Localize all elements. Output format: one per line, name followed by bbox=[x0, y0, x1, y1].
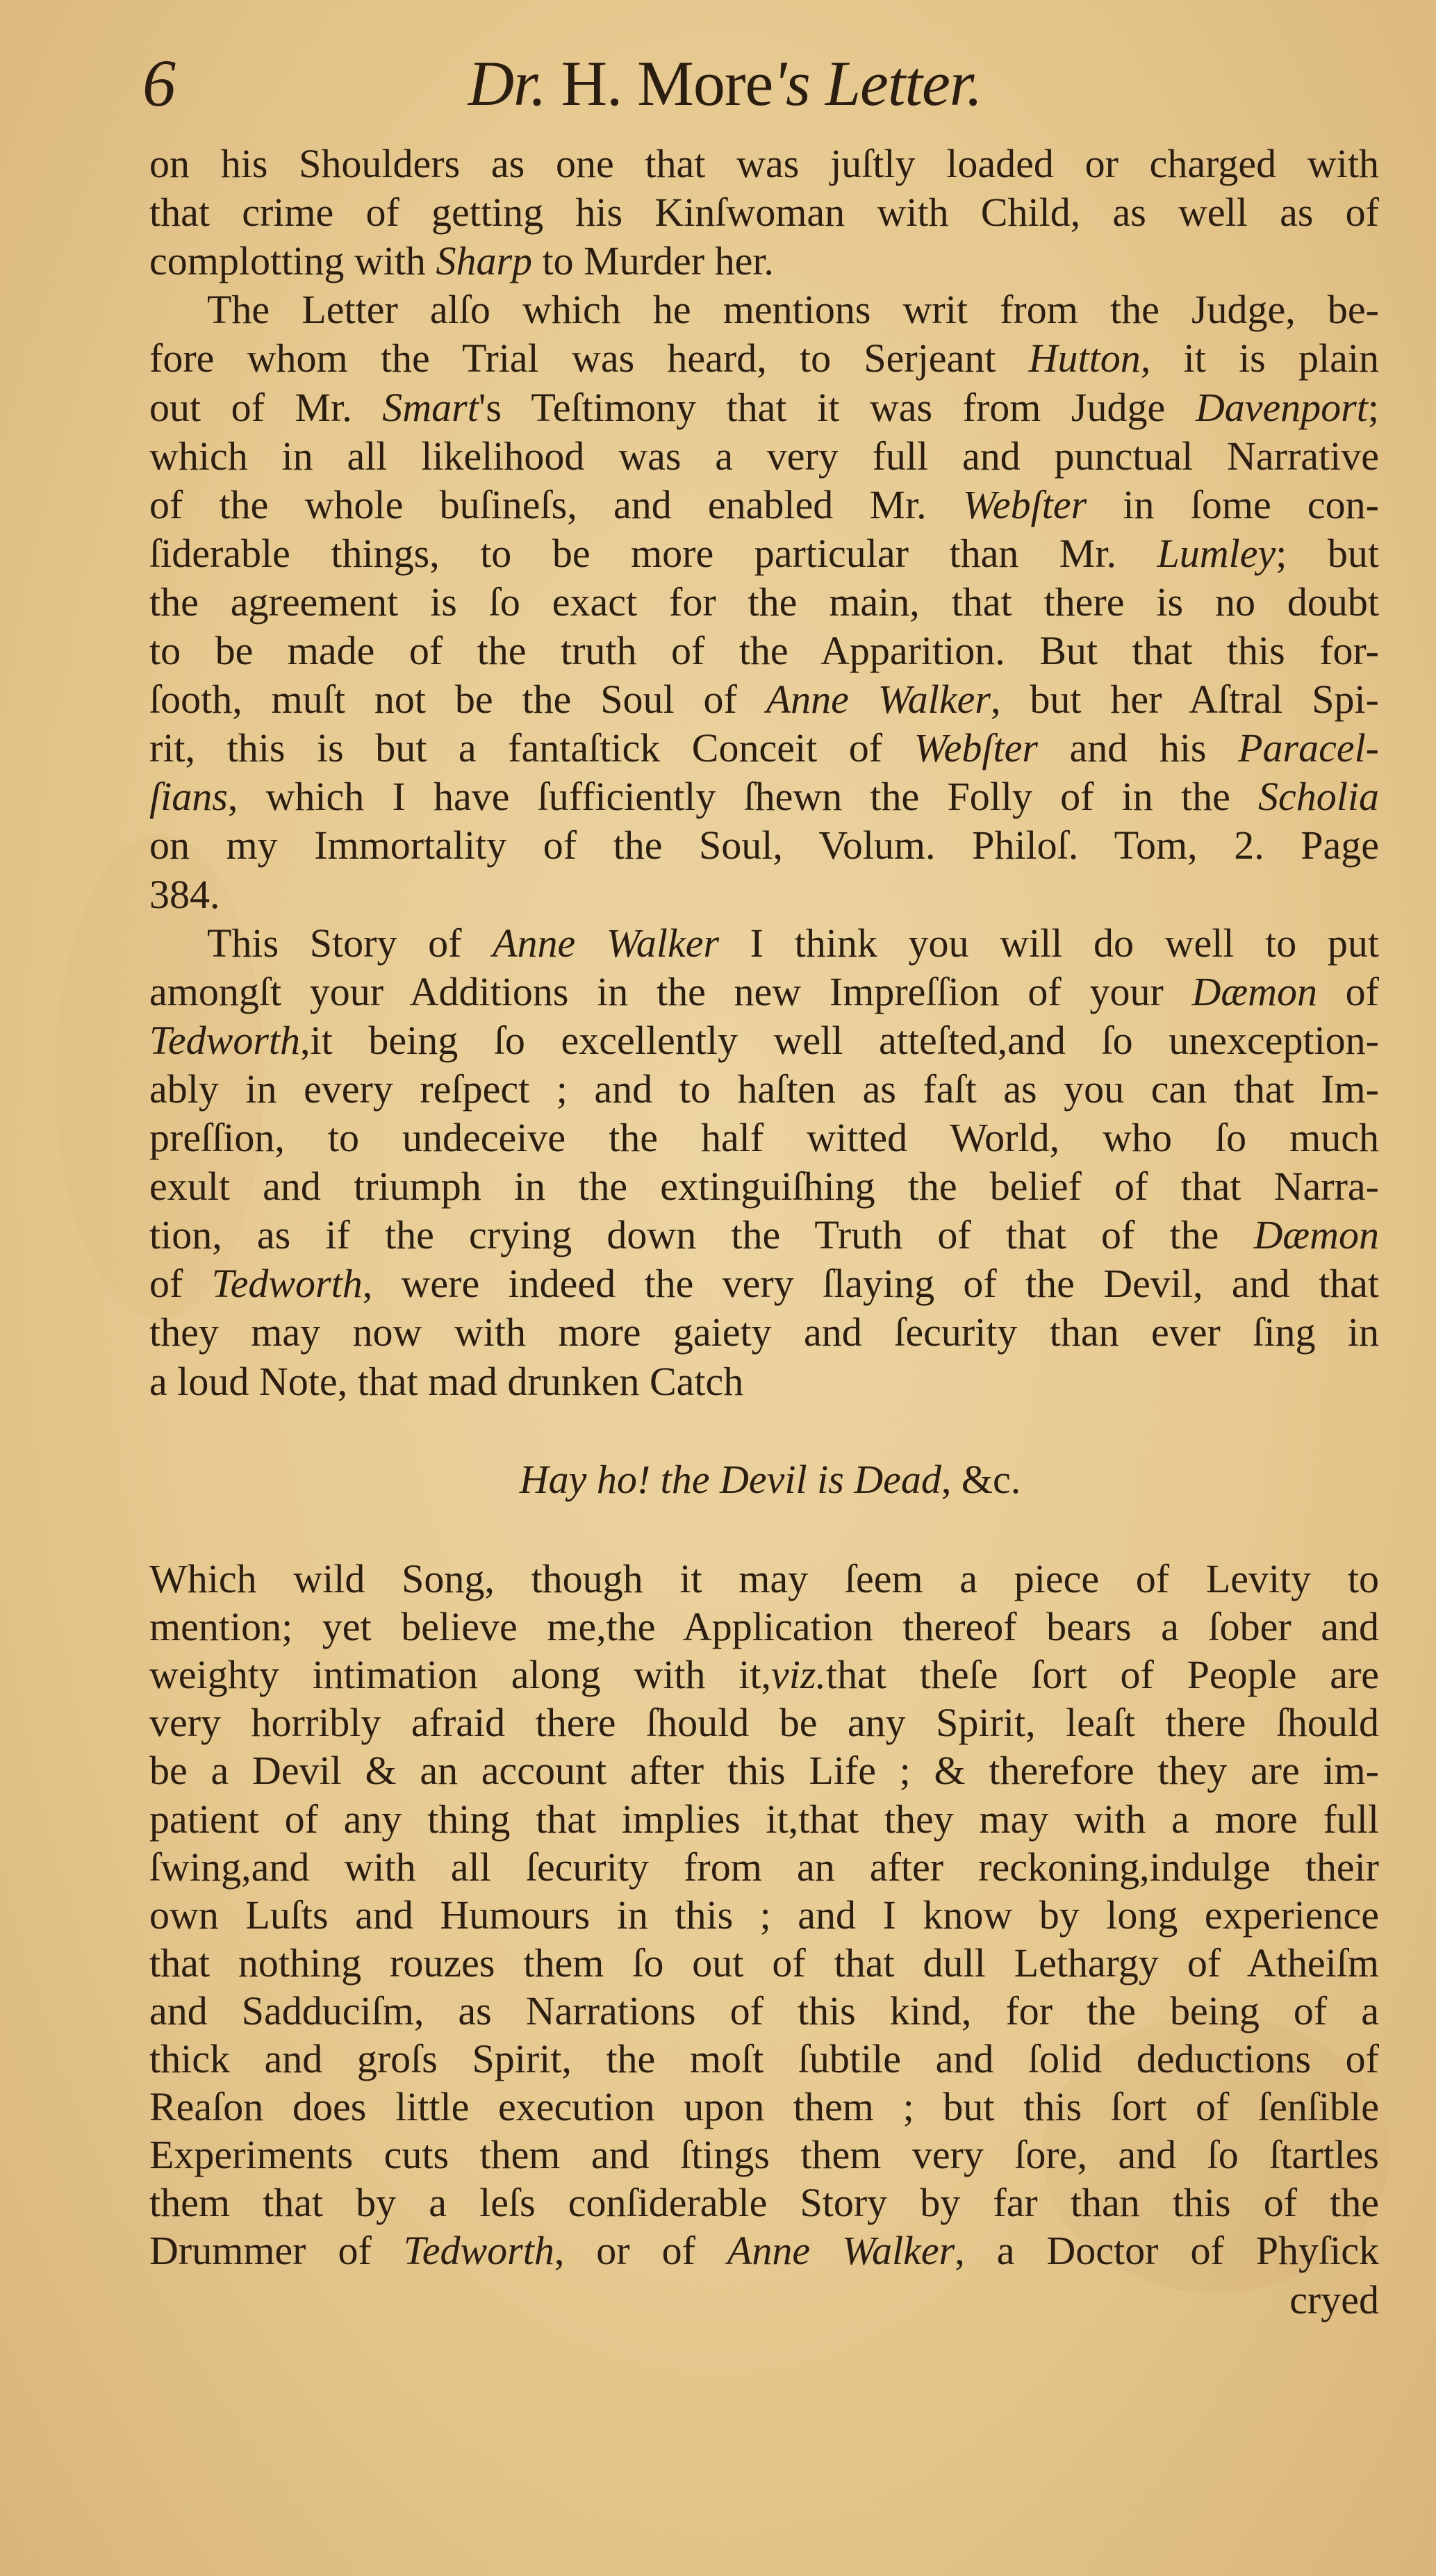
italic-text: Dæmon bbox=[1191, 968, 1317, 1014]
text-line-content bbox=[149, 579, 1379, 625]
text-line-content bbox=[149, 1988, 1379, 2033]
text-run: complotting with bbox=[149, 238, 436, 284]
text-line-content bbox=[149, 238, 774, 283]
text-run: , a Doctor of Phyſick bbox=[955, 2228, 1379, 2274]
text-line-content bbox=[149, 823, 1379, 868]
text-line-content bbox=[149, 1700, 1379, 1745]
text-run: 's Teſtimony that it was from Judge bbox=[478, 384, 1196, 430]
text-run: thick and groſs Spirit, the moſt ſubtile and ſolid deductions of bbox=[149, 2036, 1379, 2081]
text-line bbox=[149, 1603, 1379, 1651]
italic-text: Tedworth bbox=[403, 2228, 554, 2274]
text-line bbox=[149, 1357, 1379, 1406]
italic-text: 's bbox=[773, 48, 810, 119]
text-line bbox=[149, 2083, 1379, 2131]
text-line-content bbox=[149, 1359, 743, 1404]
italic-text: Hutton, bbox=[1028, 336, 1151, 381]
text-run: Which wild Song, though it may ſeem a piece of Levity to bbox=[149, 1556, 1379, 1601]
text-line-content bbox=[207, 287, 1379, 332]
italic-text: Paracel- bbox=[1238, 725, 1379, 771]
text-run: that crime of getting his Kinſwoman with Child, as well as of bbox=[149, 190, 1379, 236]
text-line-content bbox=[149, 1940, 1379, 1985]
text-line-content bbox=[149, 1066, 1379, 1112]
text-line bbox=[149, 1555, 1379, 1603]
text-line bbox=[149, 821, 1379, 870]
text-line-content bbox=[149, 725, 1379, 770]
text-line bbox=[149, 2179, 1379, 2227]
text-run: own Luſts and Humours in this ; and I know by long experience bbox=[149, 1892, 1379, 1938]
text-line-content bbox=[149, 2180, 1379, 2225]
text-line bbox=[149, 2131, 1379, 2179]
text-run: of bbox=[149, 1261, 212, 1307]
text-line bbox=[149, 432, 1379, 481]
text-run: and his bbox=[1037, 725, 1239, 771]
text-line-content bbox=[149, 1892, 1379, 1938]
italic-text: Dr. bbox=[468, 48, 546, 119]
page-number: 6 bbox=[142, 46, 176, 120]
text-run: mention; yet believe me,the Application thereof bears a ſober and bbox=[149, 1604, 1379, 1650]
text-line-content bbox=[149, 1748, 1379, 1793]
text-line bbox=[207, 919, 1379, 968]
catchword: cryed bbox=[1289, 2277, 1379, 2322]
italic-text: Anne Walker bbox=[493, 920, 720, 966]
text-line-content bbox=[149, 531, 1379, 576]
text-run: it is plain bbox=[1150, 336, 1379, 381]
italic-text: Webſter bbox=[962, 481, 1087, 527]
text-line-content bbox=[149, 1604, 1379, 1649]
text-run: ſwing,and with all ſecurity from an after reckoning,indulge their bbox=[149, 1844, 1379, 1890]
text-line bbox=[149, 237, 1379, 286]
text-line-content bbox=[207, 920, 1379, 966]
text-run: ſooth, muſt not be the Soul of bbox=[149, 677, 766, 723]
text-line bbox=[149, 1065, 1379, 1114]
text-run: them that by a leſs conſiderable Story by far than this of the bbox=[149, 2180, 1379, 2226]
text-run: of bbox=[1317, 968, 1379, 1014]
text-line bbox=[207, 286, 1379, 334]
italic-text: Anne Walker bbox=[766, 677, 991, 723]
text-run: which in all likelihood was a very full and punctual Narrative bbox=[149, 433, 1379, 479]
text-line-content bbox=[149, 2228, 1379, 2273]
text-run: to Murder her. bbox=[532, 238, 774, 284]
italic-text: ſians bbox=[149, 774, 228, 820]
text-line-content bbox=[149, 190, 1379, 235]
text-line bbox=[149, 383, 1379, 432]
text-line-content bbox=[149, 1556, 1379, 1601]
italic-text: Smart bbox=[382, 384, 479, 430]
text-run: patient of any thing that implies it,that they may with a more full bbox=[149, 1796, 1379, 1842]
text-line-content bbox=[149, 969, 1379, 1014]
text-run: ; but bbox=[1276, 530, 1379, 576]
text-line bbox=[149, 1891, 1379, 1940]
text-line bbox=[149, 1260, 1379, 1308]
text-run: Experiments cuts them and ſtings them very ſore, and ſo ſtartles bbox=[149, 2132, 1379, 2178]
text-run: preſſion, to undeceive the half witted World, who ſo much bbox=[149, 1115, 1379, 1160]
text-run: weighty intimation along with it, bbox=[149, 1652, 772, 1698]
text-line bbox=[149, 481, 1379, 529]
text-run: ; bbox=[1367, 384, 1379, 430]
text-run: , which I have ſufficiently ſhewn the Folly of in the bbox=[227, 774, 1259, 820]
text-line bbox=[149, 627, 1379, 675]
text-run: they may now with more gaiety and ſecurity than ever ſing in bbox=[149, 1310, 1379, 1355]
italic-text: Lumley bbox=[1157, 530, 1276, 576]
text-run: 384. bbox=[149, 871, 220, 917]
text-line-content bbox=[149, 141, 1379, 186]
italic-text: Letter. bbox=[809, 48, 982, 119]
text-line bbox=[149, 188, 1379, 237]
text-run: in ſome con- bbox=[1087, 481, 1379, 527]
italic-text: Tedworth bbox=[211, 1261, 363, 1307]
text-run: , but her Aſtral Spi- bbox=[990, 677, 1379, 723]
text-run: fore whom the Trial was heard, to Serjeant bbox=[149, 336, 1029, 381]
text-line bbox=[149, 578, 1379, 627]
text-line bbox=[149, 1308, 1379, 1357]
text-line bbox=[149, 1939, 1379, 1988]
text-run: of the whole buſineſs, and enabled Mr. bbox=[149, 481, 963, 527]
text-line-content bbox=[149, 1115, 1379, 1160]
text-line bbox=[149, 1211, 1379, 1260]
text-run: ,it being ſo excellently well atteſted,and ſo unexception- bbox=[300, 1017, 1379, 1063]
text-run: Reaſon does little execution upon them ; but this ſort of ſenſible bbox=[149, 2084, 1379, 2130]
text-run: on my Immortality of the Soul, Volum. Philoſ. Tom, 2. Page bbox=[149, 823, 1379, 868]
italic-text: Hay ho! the Devil is Dead bbox=[519, 1457, 941, 1502]
text-line-content bbox=[149, 385, 1379, 430]
text-line-content bbox=[149, 1018, 1379, 1063]
italic-text: Webſter bbox=[914, 725, 1038, 771]
text-line-content bbox=[149, 1164, 1379, 1209]
text-run: to be made of the truth of the Apparition. But that this for- bbox=[149, 628, 1379, 673]
text-line-content bbox=[149, 2132, 1379, 2177]
text-line bbox=[149, 1114, 1379, 1162]
verse-quotation bbox=[0, 1455, 1436, 1504]
italic-text: Scholia bbox=[1258, 774, 1379, 820]
text-line bbox=[149, 773, 1379, 821]
text-run: , were indeed the very ſlaying of the Devil, and that bbox=[362, 1261, 1379, 1307]
text-line bbox=[149, 1747, 1379, 1795]
text-run: on his Shoulders as one that was juſtly loaded or charged with bbox=[149, 141, 1379, 186]
text-line bbox=[149, 968, 1379, 1016]
text-line-content bbox=[149, 336, 1379, 381]
text-run: and Sadduciſm, as Narrations of this kind, for the being of a bbox=[149, 1988, 1379, 2033]
text-line-content bbox=[149, 1261, 1379, 1306]
text-line bbox=[149, 1843, 1379, 1892]
text-run: that theſe ſort of People are bbox=[825, 1652, 1379, 1698]
text-line-content bbox=[149, 482, 1379, 527]
text-line bbox=[149, 1651, 1379, 1699]
text-run: The Letter alſo which he mentions writ from the Judge, be- bbox=[207, 287, 1379, 333]
text-run: This Story of bbox=[207, 920, 493, 966]
text-run: the agreement is ſo exact for the main, that there is no doubt bbox=[149, 579, 1379, 625]
text-line-content bbox=[149, 1652, 1379, 1697]
text-line bbox=[149, 870, 1379, 919]
text-run: amongſt your Additions in the new Impreſſion of your bbox=[149, 968, 1192, 1014]
text-run: , or of bbox=[554, 2228, 727, 2274]
text-line-content bbox=[149, 1797, 1379, 1842]
text-line bbox=[149, 724, 1379, 773]
text-run: I think you will do well to put bbox=[719, 920, 1379, 966]
italic-text: Tedworth bbox=[149, 1017, 301, 1063]
text-line-content bbox=[149, 2036, 1379, 2081]
italic-text: viz. bbox=[771, 1652, 826, 1698]
text-line-content bbox=[149, 1212, 1379, 1257]
text-run: a loud Note, that mad drunken Catch bbox=[149, 1358, 744, 1404]
text-line-content bbox=[149, 628, 1379, 673]
text-line bbox=[149, 1162, 1379, 1211]
text-line-content bbox=[149, 2084, 1379, 2129]
text-line-content bbox=[149, 677, 1379, 722]
text-line bbox=[149, 2227, 1379, 2275]
text-line bbox=[149, 1016, 1379, 1065]
text-line bbox=[149, 675, 1379, 724]
text-line-content bbox=[149, 872, 220, 917]
text-run: ſiderable things, to be more particular than Mr. bbox=[149, 530, 1157, 576]
text-run: Drummer of bbox=[149, 2228, 404, 2274]
italic-text: Sharp bbox=[436, 238, 533, 284]
text-run: out of Mr. bbox=[149, 384, 383, 430]
text-run: exult and triumph in the extinguiſhing the belief of that Narra- bbox=[149, 1164, 1379, 1209]
text-line bbox=[149, 529, 1379, 578]
text-run: rit, this is but a fantaſtick Conceit of bbox=[149, 725, 914, 771]
text-run: , &c. bbox=[941, 1457, 1021, 1502]
italic-text: Dæmon bbox=[1253, 1212, 1379, 1258]
text-run: be a Devil & an account after this Life ; & therefore they are im- bbox=[149, 1748, 1379, 1794]
italic-text: Anne Walker bbox=[727, 2228, 955, 2274]
text-line-content bbox=[149, 434, 1379, 479]
text-line bbox=[149, 334, 1379, 383]
text-line bbox=[149, 140, 1379, 188]
text-run: very horribly afraid there ſhould be any Spirit, leaſt there ſhould bbox=[149, 1700, 1379, 1746]
text-run: ably in every reſpect ; and to haſten as faſt as you can that Im- bbox=[149, 1066, 1379, 1112]
text-run: H. More bbox=[545, 48, 773, 119]
text-run: tion, as if the crying down the Truth of that of the bbox=[149, 1212, 1254, 1258]
text-line-content bbox=[149, 774, 1379, 819]
text-line-content bbox=[149, 1844, 1379, 1890]
text-line-content bbox=[149, 1310, 1379, 1355]
italic-text: Davenport bbox=[1195, 384, 1368, 430]
text-line bbox=[149, 2035, 1379, 2083]
text-line bbox=[149, 1987, 1379, 2036]
text-run: that nothing rouzes them ſo out of that dull Lethargy of Atheiſm bbox=[149, 1940, 1379, 1985]
text-line bbox=[149, 1699, 1379, 1747]
text-line bbox=[149, 1795, 1379, 1844]
